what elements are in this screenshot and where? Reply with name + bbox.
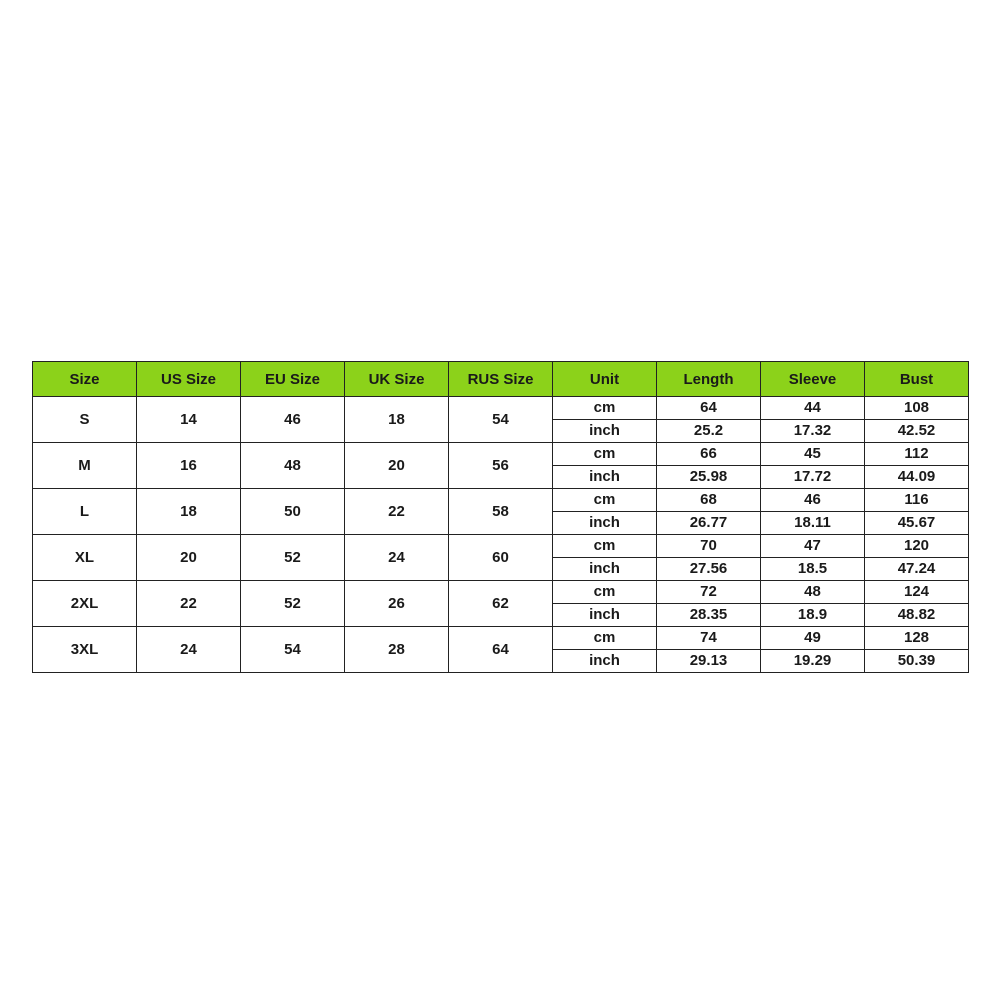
table-body bbox=[33, 397, 969, 673]
header-bust: Bust bbox=[865, 362, 969, 397]
length-cell: 25.2 bbox=[657, 420, 761, 443]
size-cell: 3XL bbox=[33, 627, 137, 673]
sleeve-cell: 18.9 bbox=[761, 604, 865, 627]
length-cell: 25.98 bbox=[657, 466, 761, 489]
length-cell: 68 bbox=[657, 489, 761, 512]
rus-size-cell: 56 bbox=[449, 443, 553, 489]
size-cell: M bbox=[33, 443, 137, 489]
sleeve-cell: 19.29 bbox=[761, 650, 865, 673]
uk-size-cell: 24 bbox=[345, 535, 449, 581]
header-uk-size: UK Size bbox=[345, 362, 449, 397]
unit-cell: cm bbox=[553, 627, 657, 650]
bust-cell: 47.24 bbox=[865, 558, 969, 581]
table-row bbox=[33, 443, 969, 466]
bust-cell: 48.82 bbox=[865, 604, 969, 627]
us-size-cell: 22 bbox=[137, 581, 241, 627]
table-row bbox=[33, 535, 969, 558]
sleeve-cell: 17.72 bbox=[761, 466, 865, 489]
length-cell: 28.35 bbox=[657, 604, 761, 627]
unit-cell: cm bbox=[553, 443, 657, 466]
length-cell: 74 bbox=[657, 627, 761, 650]
unit-cell: inch bbox=[553, 420, 657, 443]
table-row bbox=[33, 627, 969, 650]
us-size-cell: 18 bbox=[137, 489, 241, 535]
table-header-row bbox=[33, 362, 969, 397]
rus-size-cell: 62 bbox=[449, 581, 553, 627]
uk-size-cell: 18 bbox=[345, 397, 449, 443]
rus-size-cell: 64 bbox=[449, 627, 553, 673]
length-cell: 29.13 bbox=[657, 650, 761, 673]
unit-cell: cm bbox=[553, 535, 657, 558]
us-size-cell: 14 bbox=[137, 397, 241, 443]
bust-cell: 128 bbox=[865, 627, 969, 650]
unit-cell: inch bbox=[553, 558, 657, 581]
rus-size-cell: 60 bbox=[449, 535, 553, 581]
size-cell: 2XL bbox=[33, 581, 137, 627]
us-size-cell: 20 bbox=[137, 535, 241, 581]
length-cell: 70 bbox=[657, 535, 761, 558]
table-row bbox=[33, 397, 969, 420]
bust-cell: 45.67 bbox=[865, 512, 969, 535]
size-cell: L bbox=[33, 489, 137, 535]
header-rus-size: RUS Size bbox=[449, 362, 553, 397]
size-cell: XL bbox=[33, 535, 137, 581]
bust-cell: 108 bbox=[865, 397, 969, 420]
length-cell: 64 bbox=[657, 397, 761, 420]
uk-size-cell: 20 bbox=[345, 443, 449, 489]
us-size-cell: 16 bbox=[137, 443, 241, 489]
sleeve-cell: 46 bbox=[761, 489, 865, 512]
eu-size-cell: 54 bbox=[241, 627, 345, 673]
header-unit: Unit bbox=[553, 362, 657, 397]
sleeve-cell: 44 bbox=[761, 397, 865, 420]
uk-size-cell: 22 bbox=[345, 489, 449, 535]
table-row bbox=[33, 489, 969, 512]
header-length: Length bbox=[657, 362, 761, 397]
sleeve-cell: 49 bbox=[761, 627, 865, 650]
header-eu-size: EU Size bbox=[241, 362, 345, 397]
unit-cell: cm bbox=[553, 489, 657, 512]
uk-size-cell: 26 bbox=[345, 581, 449, 627]
sleeve-cell: 47 bbox=[761, 535, 865, 558]
unit-cell: inch bbox=[553, 466, 657, 489]
bust-cell: 44.09 bbox=[865, 466, 969, 489]
length-cell: 72 bbox=[657, 581, 761, 604]
unit-cell: inch bbox=[553, 604, 657, 627]
header-sleeve: Sleeve bbox=[761, 362, 865, 397]
rus-size-cell: 54 bbox=[449, 397, 553, 443]
length-cell: 27.56 bbox=[657, 558, 761, 581]
size-chart-table bbox=[32, 361, 969, 673]
unit-cell: inch bbox=[553, 650, 657, 673]
unit-cell: inch bbox=[553, 512, 657, 535]
eu-size-cell: 48 bbox=[241, 443, 345, 489]
eu-size-cell: 52 bbox=[241, 581, 345, 627]
uk-size-cell: 28 bbox=[345, 627, 449, 673]
header-size: Size bbox=[33, 362, 137, 397]
sleeve-cell: 48 bbox=[761, 581, 865, 604]
eu-size-cell: 52 bbox=[241, 535, 345, 581]
sleeve-cell: 18.5 bbox=[761, 558, 865, 581]
table-row bbox=[33, 581, 969, 604]
sleeve-cell: 17.32 bbox=[761, 420, 865, 443]
bust-cell: 116 bbox=[865, 489, 969, 512]
bust-cell: 120 bbox=[865, 535, 969, 558]
unit-cell: cm bbox=[553, 397, 657, 420]
eu-size-cell: 46 bbox=[241, 397, 345, 443]
sleeve-cell: 18.11 bbox=[761, 512, 865, 535]
length-cell: 66 bbox=[657, 443, 761, 466]
rus-size-cell: 58 bbox=[449, 489, 553, 535]
eu-size-cell: 50 bbox=[241, 489, 345, 535]
bust-cell: 42.52 bbox=[865, 420, 969, 443]
bust-cell: 124 bbox=[865, 581, 969, 604]
length-cell: 26.77 bbox=[657, 512, 761, 535]
size-cell: S bbox=[33, 397, 137, 443]
bust-cell: 112 bbox=[865, 443, 969, 466]
sleeve-cell: 45 bbox=[761, 443, 865, 466]
bust-cell: 50.39 bbox=[865, 650, 969, 673]
header-us-size: US Size bbox=[137, 362, 241, 397]
us-size-cell: 24 bbox=[137, 627, 241, 673]
unit-cell: cm bbox=[553, 581, 657, 604]
